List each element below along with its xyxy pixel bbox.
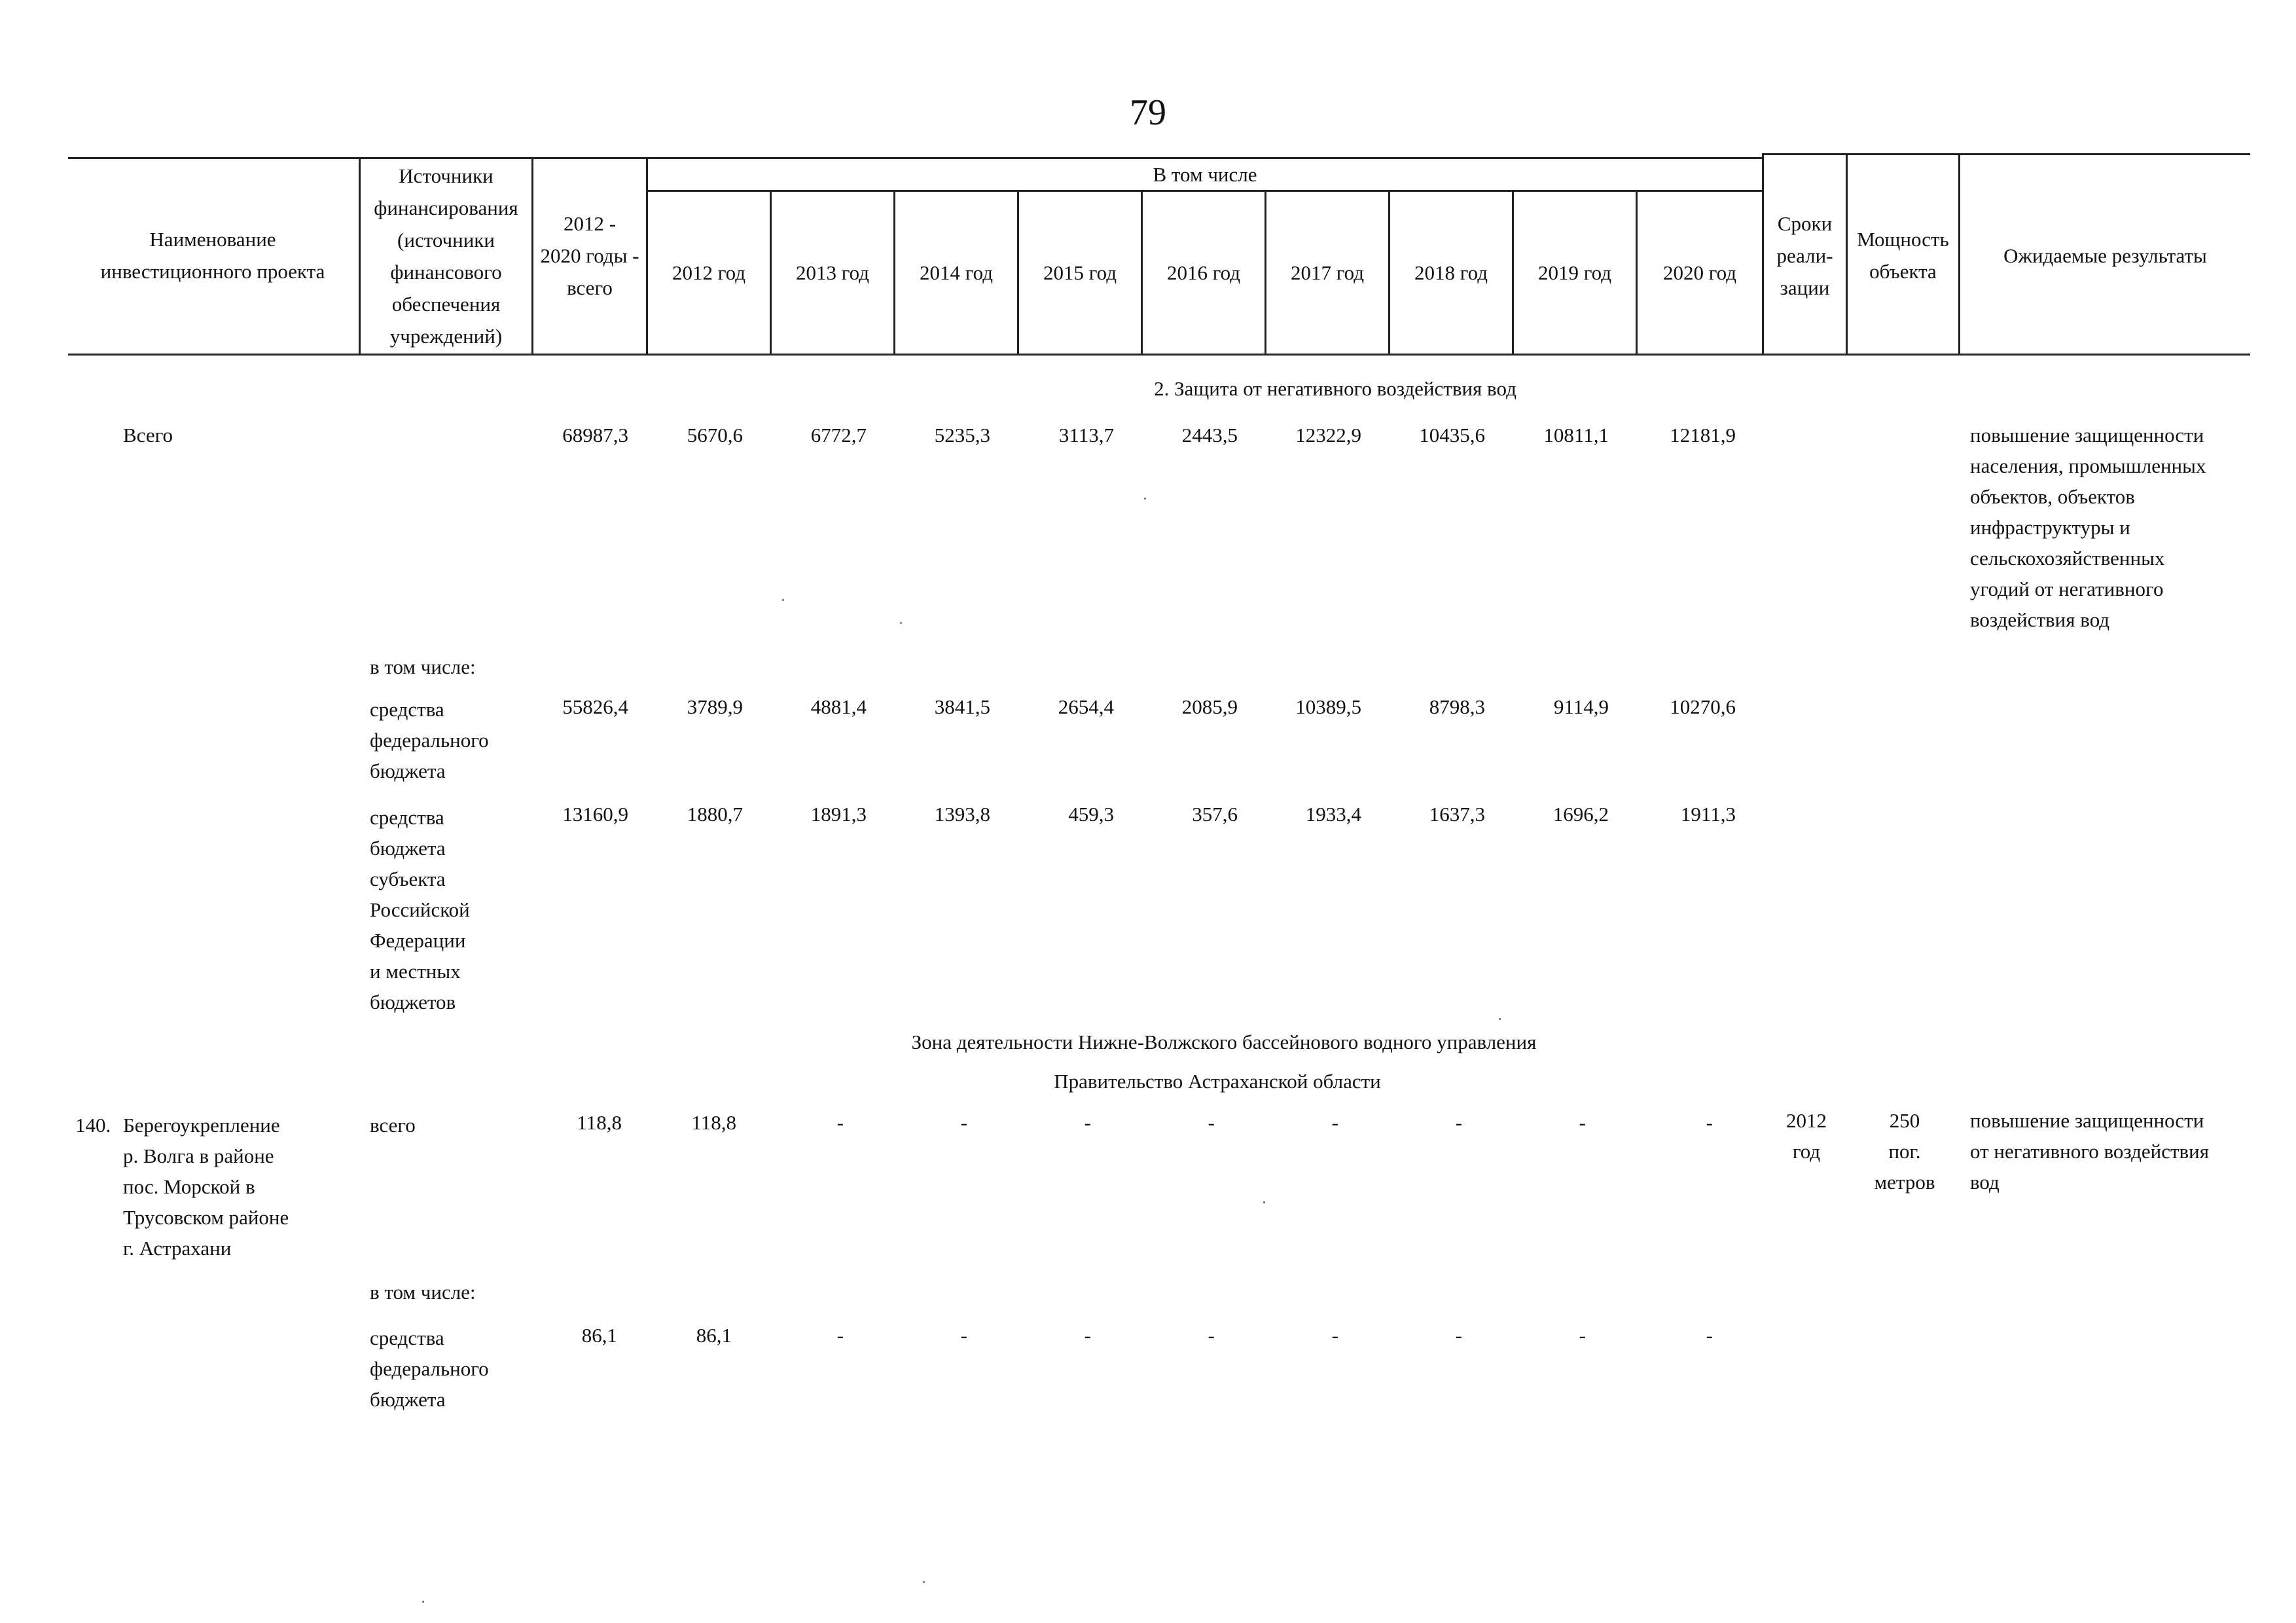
federal-row-year-value: 10270,6	[1670, 695, 1736, 718]
regional-row-year-value: 1393,8	[934, 803, 990, 826]
total-row-year-value: 10435,6	[1419, 424, 1485, 447]
capacity-line: метров	[1874, 1171, 1935, 1194]
project-capacity	[1856, 1105, 1954, 1197]
source-line: субъекта	[370, 867, 446, 890]
project-number: 140.	[75, 1114, 111, 1137]
result-line: угодий от негативного	[1970, 577, 2164, 600]
header-year: 2016 год	[1166, 261, 1241, 284]
terms-header-line: зации	[1780, 276, 1830, 299]
project-name-line: пос. Морской в	[123, 1175, 255, 1198]
project-year-value: -	[1208, 1111, 1215, 1134]
funding-sources-line: учреждений)	[389, 325, 503, 348]
terms-line: 2012	[1786, 1109, 1827, 1132]
section-title: 2. Защита от негативного воздействия вод	[1154, 377, 1516, 400]
header-expected-results: Ожидаемые результаты	[2003, 244, 2207, 267]
regional-row-year-value: 1880,7	[687, 803, 743, 826]
project-implementation-terms	[1767, 1105, 1846, 1167]
regional-row-total: 13160,9	[562, 803, 628, 826]
capacity-header-line: объекта	[1869, 260, 1937, 283]
project-year-value: 118,8	[691, 1111, 736, 1134]
project-federal-year-value: 86,1	[696, 1324, 732, 1347]
scan-speck	[422, 1601, 424, 1603]
terms-header-line: Сроки	[1777, 211, 1833, 235]
project-federal-year-value: -	[1455, 1324, 1462, 1347]
project-including-label: в том числе:	[370, 1281, 476, 1304]
result-line: воздействия вод	[1970, 608, 2110, 631]
project-federal-total: 86,1	[581, 1324, 617, 1347]
terms-line: год	[1792, 1140, 1821, 1163]
regional-row-year-value: 459,3	[1068, 803, 1114, 826]
regional-row-year-value: 1891,3	[810, 803, 867, 826]
project-name-line: Трусовском районе	[123, 1206, 289, 1229]
source-line: Российской	[370, 898, 470, 921]
project-total: 118,8	[577, 1111, 622, 1134]
total-row-year-value: 6772,7	[810, 424, 867, 447]
total-row-total: 68987,3	[562, 424, 628, 447]
terms-header-line: реали-	[1776, 244, 1833, 267]
result-line: инфраструктуры и	[1970, 516, 2130, 539]
project-federal-year-value: -	[1579, 1324, 1586, 1347]
result-line: вод	[1970, 1171, 2000, 1194]
capacity-header-line: Мощность	[1857, 228, 1949, 251]
source-line: федерального	[370, 1357, 489, 1380]
federal-row-year-value: 8798,3	[1429, 695, 1485, 718]
result-line: повышение защищенности	[1970, 424, 2204, 447]
scan-speck	[1144, 498, 1146, 500]
source-line: средства	[370, 698, 444, 721]
regional-row-year-value: 1933,4	[1305, 803, 1361, 826]
regional-row-year-value: 357,6	[1192, 803, 1238, 826]
project-year-value: -	[1579, 1111, 1586, 1134]
project-federal-year-value: -	[1331, 1324, 1338, 1347]
capacity-line: пог.	[1888, 1140, 1921, 1163]
result-line: населения, промышленных	[1970, 454, 2206, 477]
header-year: 2015 год	[1043, 261, 1117, 284]
scan-speck	[782, 599, 784, 601]
project-expected-result	[1970, 1105, 2209, 1197]
source-line: бюджетов	[370, 991, 456, 1013]
result-line: от негативного воздействия	[1970, 1140, 2209, 1163]
project-federal-year-value: -	[1706, 1324, 1713, 1347]
source-line: и местных	[370, 960, 461, 983]
source-line: средства	[370, 806, 444, 829]
federal-row-source	[370, 694, 489, 786]
project-name-line: г. Астрахани	[123, 1237, 232, 1260]
project-federal-year-value: -	[836, 1324, 844, 1347]
total-row-expected-result	[1970, 420, 2206, 635]
result-line: повышение защищенности	[1970, 1109, 2204, 1132]
scan-speck	[1263, 1201, 1265, 1203]
header-project-name: Наименование инвестиционного проекта	[100, 228, 325, 283]
project-source-total-label: всего	[370, 1114, 416, 1137]
government-title: Правительство Астраханской области	[1054, 1070, 1381, 1093]
project-federal-year-value: -	[1208, 1324, 1215, 1347]
total-row-year-value: 10811,1	[1543, 424, 1609, 447]
total-header-line: 2020 годы -	[540, 244, 639, 267]
header-year: 2017 год	[1290, 261, 1365, 284]
header-funding-sources	[361, 160, 531, 352]
project-name	[123, 1110, 289, 1264]
source-line: бюджета	[370, 1388, 446, 1411]
federal-row-year-value: 3789,9	[687, 695, 743, 718]
project-federal-year-value: -	[1084, 1324, 1091, 1347]
project-federal-year-value: -	[960, 1324, 967, 1347]
header-object-capacity	[1848, 196, 1958, 314]
federal-row-year-value: 2654,4	[1058, 695, 1114, 718]
total-row-year-value: 12181,9	[1670, 424, 1736, 447]
header-year: 2020 год	[1662, 261, 1737, 284]
header-in-that-number: В том числе	[1153, 162, 1257, 186]
regional-row-year-value: 1637,3	[1429, 803, 1485, 826]
result-line: объектов, объектов	[1970, 485, 2135, 508]
header-top-rule-right	[1762, 153, 2250, 155]
scan-speck	[1499, 1018, 1501, 1020]
project-name-line: р. Волга в районе	[123, 1144, 274, 1167]
source-line: бюджета	[370, 837, 446, 860]
total-row-year-value: 12322,9	[1295, 424, 1361, 447]
total-header-line: всего	[567, 276, 613, 299]
federal-row-year-value: 9114,9	[1553, 695, 1609, 718]
funding-sources-line: (источники	[397, 228, 495, 251]
zone-title: Зона деятельности Нижне-Волжского бассейнового водного управления	[911, 1030, 1537, 1053]
funding-sources-line: обеспечения	[391, 293, 501, 316]
total-row-year-value: 3113,7	[1058, 424, 1114, 447]
source-line: бюджета	[370, 759, 446, 782]
federal-row-total: 55826,4	[562, 695, 628, 718]
project-federal-source	[370, 1322, 489, 1415]
project-year-value: -	[960, 1111, 967, 1134]
project-year-value: -	[1331, 1111, 1338, 1134]
header-implementation-terms	[1764, 183, 1846, 327]
source-line: Федерации	[370, 929, 466, 952]
header-year: 2013 год	[795, 261, 870, 284]
header-year: 2014 год	[919, 261, 994, 284]
total-row-year-value: 2443,5	[1181, 424, 1238, 447]
funding-sources-line: финансового	[390, 261, 502, 283]
project-year-value: -	[1706, 1111, 1713, 1134]
project-year-value: -	[1455, 1111, 1462, 1134]
funding-sources-line: Источники	[399, 164, 493, 187]
total-row-year-value: 5235,3	[934, 424, 990, 447]
header-year: 2019 год	[1537, 261, 1612, 284]
header-top-rule	[68, 157, 1762, 159]
regional-row-year-value: 1911,3	[1680, 803, 1736, 826]
project-year-value: -	[836, 1111, 844, 1134]
scan-speck	[900, 622, 902, 624]
federal-row-year-value: 2085,9	[1181, 695, 1238, 718]
source-line: средства	[370, 1326, 444, 1349]
scan-speck	[923, 1581, 925, 1583]
page-number: 79	[1130, 92, 1166, 133]
project-name-line: Берегоукрепление	[123, 1114, 280, 1137]
federal-row-year-value: 4881,4	[810, 695, 867, 718]
header-bottom-rule	[68, 354, 2250, 356]
total-row-year-value: 5670,6	[687, 424, 743, 447]
header-total-2012-2020	[533, 157, 646, 354]
project-year-value: -	[1084, 1111, 1091, 1134]
header-year: 2018 год	[1414, 261, 1488, 284]
source-line: федерального	[370, 729, 489, 752]
federal-row-year-value: 10389,5	[1295, 695, 1361, 718]
result-line: сельскохозяйственных	[1970, 547, 2165, 570]
including-label: в том числе:	[370, 655, 476, 678]
federal-row-year-value: 3841,5	[934, 695, 990, 718]
total-row-label: Всего	[123, 424, 173, 447]
regional-row-year-value: 1696,2	[1552, 803, 1609, 826]
funding-sources-line: финансирования	[374, 196, 518, 219]
regional-row-source	[370, 802, 470, 1017]
capacity-line: 250	[1889, 1109, 1920, 1132]
header-year: 2012 год	[672, 261, 746, 284]
total-header-line: 2012 -	[563, 211, 617, 235]
